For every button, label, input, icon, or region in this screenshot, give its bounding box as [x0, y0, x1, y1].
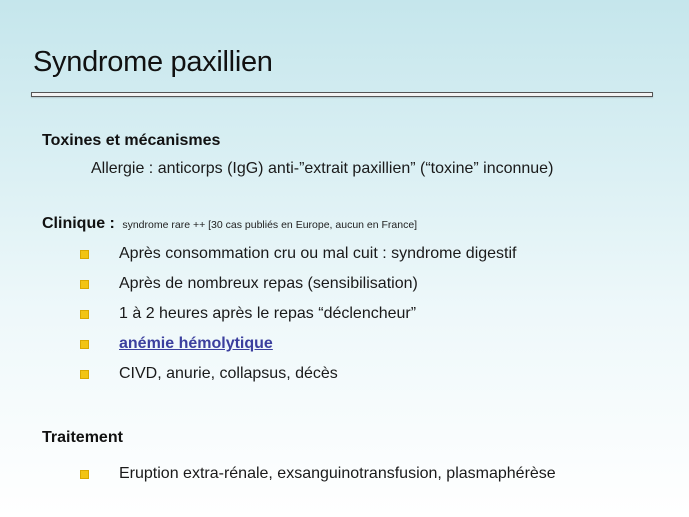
bullet-text: Après consommation cru ou mal cuit : syndrome digestif — [119, 245, 517, 262]
bullet-text: CIVD, anurie, collapsus, décès — [119, 365, 338, 382]
heading-clinique — [42, 215, 417, 233]
anemie-hemolytique-link[interactable]: anémie hémolytique — [119, 335, 273, 352]
title-divider — [31, 92, 653, 97]
square-bullet-icon — [80, 250, 89, 259]
slide-title: Syndrome paxillien — [33, 46, 273, 78]
heading-traitement: Traitement — [42, 429, 123, 446]
square-bullet-icon — [80, 340, 89, 349]
toxines-line: Allergie : anticorps (IgG) anti-”extrait paxillien” (“toxine” inconnue) — [91, 160, 554, 177]
square-bullet-icon — [80, 310, 89, 319]
clinique-note: syndrome rare ++ [30 cas publiés en Europe, aucun en France] — [122, 219, 418, 231]
bullet-text: 1 à 2 heures après le repas “déclencheur” — [119, 305, 417, 322]
heading-toxines: Toxines et mécanismes — [42, 132, 221, 149]
square-bullet-icon — [80, 370, 89, 379]
bullet-text: Après de nombreux repas (sensibilisation) — [119, 275, 418, 292]
bullet-text: Eruption extra-rénale, exsanguinotransfusion, plasmaphérèse — [119, 465, 556, 482]
square-bullet-icon — [80, 280, 89, 289]
heading-clinique-label: Clinique : — [42, 215, 115, 232]
square-bullet-icon — [80, 470, 89, 479]
